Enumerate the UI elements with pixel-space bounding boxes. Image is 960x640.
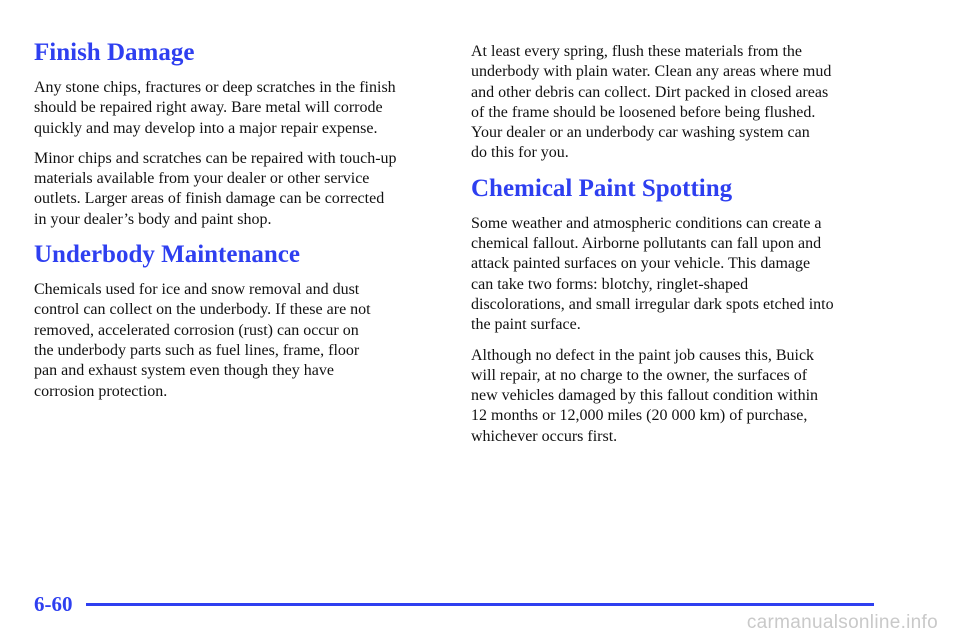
text-line: removed, accelerated corrosion (rust) can occur on: [34, 321, 359, 339]
text-line: and other debris can collect. Dirt packed in closed areas: [471, 83, 829, 101]
left-column: [34, 38, 439, 412]
text-line: corrosion protection.: [34, 382, 168, 400]
paragraph-finish-damage-2: [34, 149, 439, 230]
text-line: Minor chips and scratches can be repaired with touch-up: [34, 149, 397, 167]
text-line: of the frame should be loosened before being flushed.: [471, 103, 816, 121]
text-line: underbody with plain water. Clean any areas where mud: [471, 63, 832, 81]
footer-divider: [86, 603, 874, 606]
text-line: new vehicles damaged by this fallout condition within: [471, 387, 819, 405]
text-line: the underbody parts such as fuel lines, frame, floor: [34, 341, 360, 359]
text-line: outlets. Larger areas of finish damage can be corrected: [34, 190, 385, 208]
text-line: Although no defect in the paint job causes this, Buick: [471, 346, 815, 364]
text-line: At least every spring, flush these materials from the: [471, 43, 803, 60]
text-line: control can collect on the underbody. If these are not: [34, 301, 371, 319]
paragraph-underbody-2: [471, 42, 876, 164]
heading-underbody-maintenance: Underbody Maintenance: [34, 241, 300, 269]
text-line: in your dealer’s body and paint shop.: [34, 210, 272, 228]
text-line: materials available from your dealer or other service: [34, 170, 370, 188]
text-line: the paint surface.: [471, 316, 581, 334]
text-line: will repair, at no charge to the owner, the surfaces of: [471, 366, 808, 384]
text-line: Chemicals used for ice and snow removal and dust: [34, 281, 360, 299]
text-line: should be repaired right away. Bare metal will corrode: [34, 99, 383, 117]
paragraph-finish-damage-1: [34, 78, 439, 139]
watermark-text: carmanualsonline.info: [746, 612, 938, 633]
paragraph-underbody-1: [34, 280, 439, 402]
text-line: can take two forms: blotchy, ringlet-shaped: [471, 275, 749, 293]
right-column: [471, 42, 876, 457]
page-number: 6-60: [34, 592, 73, 616]
text-line: attack painted surfaces on your vehicle. This damage: [471, 255, 811, 273]
text-line: Any stone chips, fractures or deep scratches in the finish: [34, 79, 396, 96]
text-line: quickly and may develop into a major repair expense.: [34, 119, 378, 137]
text-line: Your dealer or an underbody car washing system can: [471, 124, 810, 142]
text-line: chemical fallout. Airborne pollutants can fall upon and: [471, 235, 822, 253]
text-line: do this for you.: [471, 144, 569, 162]
paragraph-chemical-1: [471, 214, 876, 336]
text-line: Some weather and atmospheric conditions can create a: [471, 214, 822, 232]
heading-chemical-paint-spotting: Chemical Paint Spotting: [471, 174, 733, 202]
text-line: pan and exhaust system even though they have: [34, 362, 334, 380]
heading-finish-damage: Finish Damage: [34, 39, 195, 66]
text-line: whichever occurs first.: [471, 427, 618, 445]
text-line: discolorations, and small irregular dark spots etched into: [471, 295, 834, 313]
paragraph-chemical-2: [471, 346, 876, 447]
text-line: 12 months or 12,000 miles (20 000 km) of purchase,: [471, 407, 808, 425]
